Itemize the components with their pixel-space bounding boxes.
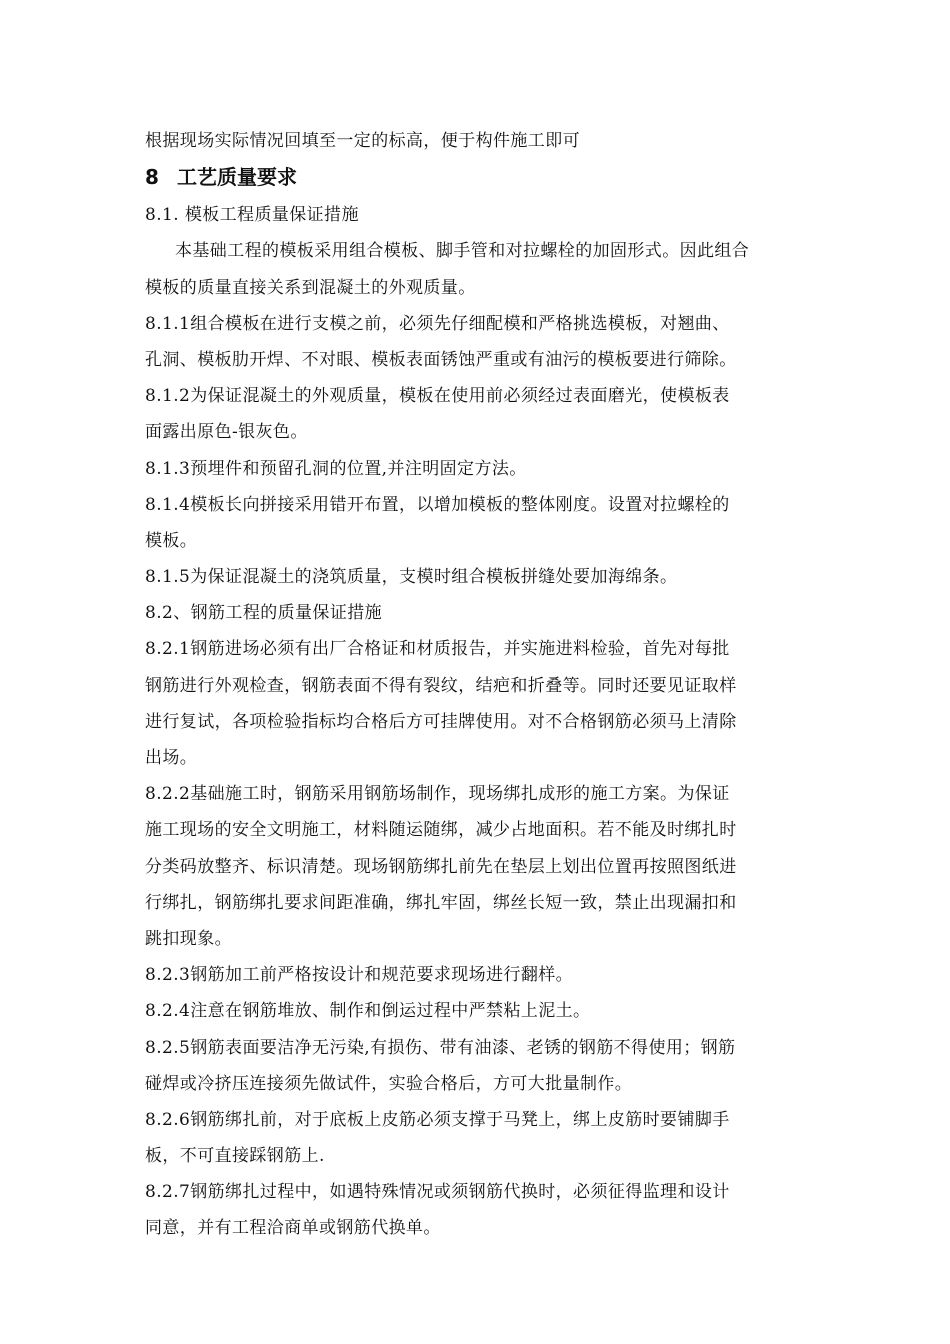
clause-line: 8.2.5钢筋表面要洁净无污染,有损伤、带有油漆、老锈的钢筋不得使用；钢筋 (145, 1037, 736, 1058)
clause-line: 8.2.4注意在钢筋堆放、制作和倒运过程中严禁粘上泥土。 (145, 1001, 591, 1022)
subsection-title: 8.1. 模板工程质量保证措施 (145, 205, 359, 226)
clause-line: 钢筋进行外观检查，钢筋表面不得有裂纹，结疤和折叠等。同时还要见证取样 (145, 675, 737, 696)
clause-line: 碰焊或冷挤压连接须先做试件，实验合格后，方可大批量制作。 (145, 1073, 633, 1094)
section-title: 工艺质量要求 (177, 165, 297, 190)
paragraph-line: 本基础工程的模板采用组合模板、脚手管和对拉螺栓的加固形式。因此组合 (175, 241, 750, 262)
text-line: 根据现场实际情况回填至一定的标高，便于构件施工即可 (145, 131, 580, 151)
paragraph-line: 模板的质量直接关系到混凝土的外观质量。 (145, 277, 476, 298)
clause-line: 进行复试，各项检验指标均合格后方可挂牌使用。对不合格钢筋必须马上清除 (145, 711, 737, 732)
clause-line: 同意，并有工程洽商单或钢筋代换单。 (145, 1218, 441, 1239)
clause-line: 8.2.3钢筋加工前严格按设计和规范要求现场进行翻样。 (145, 965, 574, 986)
clause-line: 出场。 (145, 748, 198, 768)
clause-line: 8.1.2为保证混凝土的外观质量，模板在使用前必须经过表面磨光，使模板表 (145, 386, 730, 407)
clause-line: 孔洞、模板肋开焊、不对眼、模板表面锈蚀严重或有油污的模板要进行筛除。 (145, 349, 737, 370)
section-heading (145, 159, 810, 197)
clause-line: 8.1.3预埋件和预留孔洞的位置,并注明固定方法。 (145, 458, 527, 479)
clause-line: 分类码放整齐、标识清楚。现场钢筋绑扎前先在垫层上划出位置再按照图纸进 (145, 856, 737, 877)
clause-line: 行绑扎，钢筋绑扎要求间距准确，绑扎牢固，绑丝长短一致，禁止出现漏扣和 (145, 892, 737, 913)
section-number: 8 (145, 165, 159, 190)
clause-line: 施工现场的安全文明施工，材料随运随绑，减少占地面积。若不能及时绑扎时 (145, 820, 737, 841)
clause-line: 8.1.1组合模板在进行支模之前，必须先仔细配模和严格挑选模板，对翘曲、 (145, 313, 730, 334)
clause-line: 跳扣现象。 (145, 928, 232, 949)
clause-line: 8.1.5为保证混凝土的浇筑质量，支模时组合模板拼缝处要加海绵条。 (145, 567, 678, 588)
clause-line: 8.2.6钢筋绑扎前，对于底板上皮筋必须支撑于马凳上，绑上皮筋时要铺脚手 (145, 1109, 730, 1130)
clause-line: 面露出原色-银灰色。 (145, 422, 308, 443)
clause-line: 板，不可直接踩钢筋上. (145, 1146, 325, 1167)
clause-line: 模板。 (145, 530, 198, 551)
clause-line: 8.2.1钢筋进场必须有出厂合格证和材质报告，并实施进料检验，首先对每批 (145, 639, 730, 660)
clause-line: 8.1.4模板长向拼接采用错开布置，以增加模板的整体刚度。设置对拉螺栓的 (145, 494, 730, 515)
subsection-title: 8.2、钢筋工程的质量保证措施 (145, 603, 383, 624)
clause-line: 8.2.7钢筋绑扎过程中，如遇特殊情况或须钢筋代换时，必须征得监理和设计 (145, 1182, 730, 1203)
document-body (145, 123, 810, 1247)
clause-line: 8.2.2基础施工时，钢筋采用钢筋场制作，现场绑扎成形的施工方案。为保证 (145, 784, 730, 805)
